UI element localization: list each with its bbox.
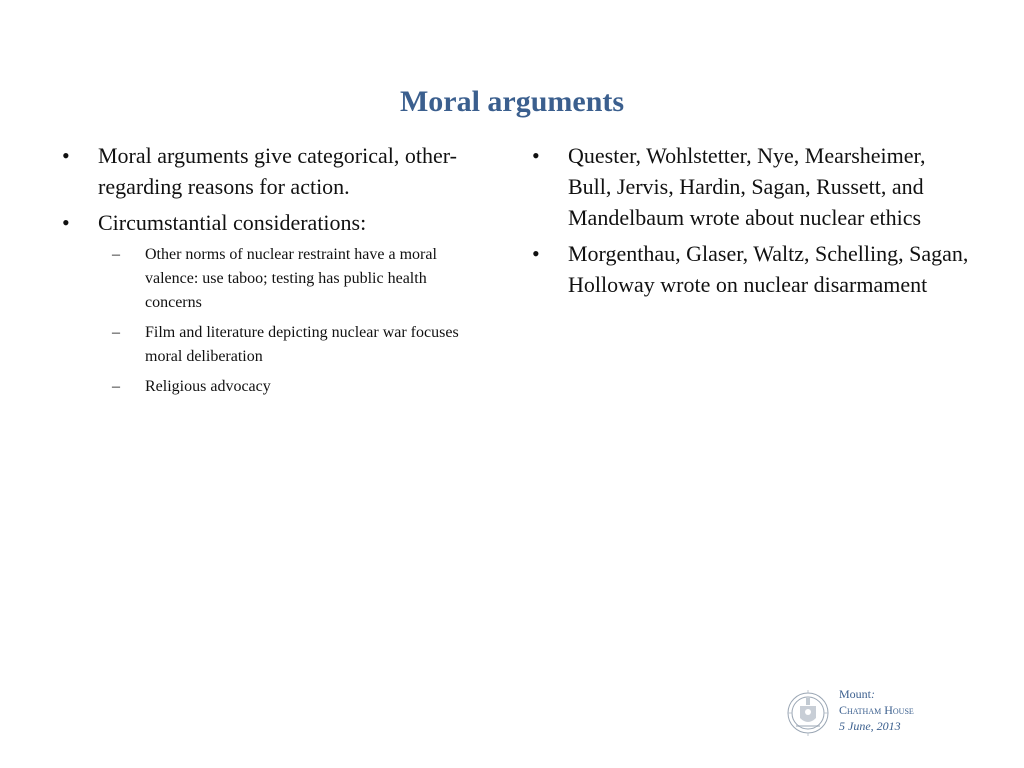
left-column	[62, 140, 482, 405]
bullet-item	[532, 140, 972, 233]
sub-bullet-item	[62, 321, 482, 369]
bullet-text: Quester, Wohlstetter, Nye, Mearsheimer, Bull, Jervis, Hardin, Sagan, Russett, and Mandelbaum wrote about nuclear ethics	[568, 143, 926, 230]
bullet-text: Moral arguments give categorical, other-regarding reasons for action.	[98, 143, 457, 199]
footer-author: Mount	[839, 687, 872, 701]
bullet-marker: •	[62, 143, 70, 168]
slide-footer	[786, 686, 986, 746]
sub-bullet-list	[62, 243, 482, 399]
bullet-marker: •	[532, 143, 540, 168]
bullet-marker: •	[532, 241, 540, 266]
bullet-item	[532, 238, 972, 300]
bullet-item	[62, 207, 482, 238]
footer-author-line	[839, 686, 914, 702]
sub-bullet-item	[62, 375, 482, 399]
sub-bullet-text: Film and literature depicting nuclear war focuses moral deliberation	[145, 324, 459, 365]
sub-bullet-text: Religious advocacy	[145, 378, 271, 395]
bullet-text: Morgenthau, Glaser, Waltz, Schelling, Sagan, Holloway wrote on nuclear disarmament	[568, 241, 969, 297]
sub-bullet-marker: –	[112, 246, 120, 263]
bullet-marker: •	[62, 210, 70, 235]
sub-bullet-item	[62, 243, 482, 315]
sub-bullet-marker: –	[112, 324, 120, 341]
sub-bullet-marker: –	[112, 378, 120, 395]
university-seal-icon	[786, 688, 830, 738]
footer-venue: Chatham House	[839, 703, 914, 717]
footer-text	[839, 686, 914, 734]
bullet-item	[62, 140, 482, 202]
bullet-text: Circumstantial considerations:	[98, 210, 367, 235]
sub-bullet-text: Other norms of nuclear restraint have a moral valence: use taboo; testing has public health concerns	[145, 246, 437, 311]
slide-title: Moral arguments	[399, 85, 625, 119]
right-column	[532, 140, 972, 305]
footer-colon: :	[871, 687, 876, 701]
footer-date: 5 June, 2013	[839, 719, 901, 733]
